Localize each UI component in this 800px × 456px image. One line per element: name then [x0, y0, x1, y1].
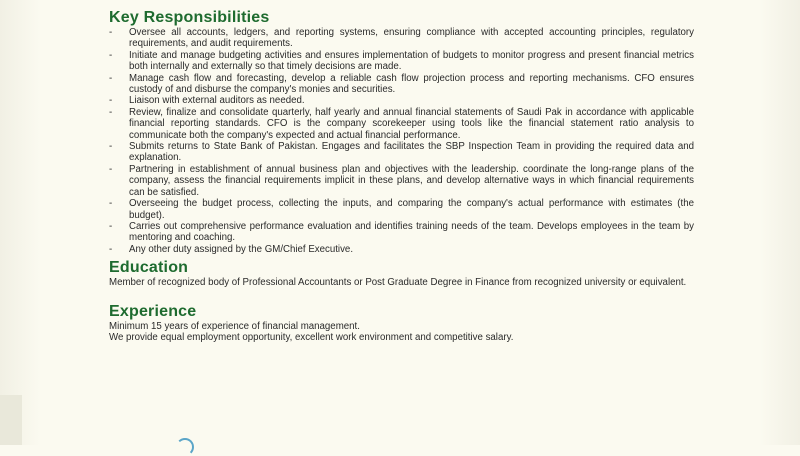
bullet-dash: - [109, 27, 113, 38]
responsibility-item [109, 198, 694, 221]
responsibility-item [109, 164, 694, 198]
responsibility-item [109, 107, 694, 141]
logo-fragment-icon [176, 438, 194, 456]
bullet-dash: - [109, 95, 113, 107]
responsibility-item [109, 73, 694, 96]
bullet-dash: - [109, 243, 113, 255]
decorative-edge [0, 395, 22, 445]
responsibility-text: Manage cash flow and forecasting, develop a reliable cash flow projection process and reporting mechanisms. CFO ensures custody of and disburse the company's monies and securities. [129, 72, 694, 96]
responsibility-item [109, 141, 694, 164]
bullet-dash: - [109, 72, 113, 84]
responsibilities-list [109, 27, 694, 255]
responsibility-item [109, 27, 694, 50]
responsibility-text: Overseeing the budget process, collecting the inputs, and comparing the company's actual performance with estimates (the budget). [129, 198, 694, 221]
responsibility-text: Any other duty assigned by the GM/Chief Executive. [129, 243, 354, 255]
responsibility-text: Liaison with external auditors as needed. [129, 95, 305, 107]
responsibility-item [109, 244, 694, 255]
experience-requirement: Minimum 15 years of experience of financial management. [109, 320, 360, 332]
key-responsibilities-heading: Key Responsibilities [109, 9, 270, 26]
bullet-dash: - [109, 198, 113, 210]
responsibility-item [109, 50, 694, 73]
responsibility-text: Carries out comprehensive performance evaluation and identifies training needs of the team. Develops employees in the team by mentoring and coaching. [129, 220, 694, 244]
responsibility-item [109, 95, 694, 106]
bullet-dash: - [109, 49, 113, 61]
education-text: Member of recognized body of Professional Accountants or Post Graduate Degree in Finance from recognized university or equivalent. [109, 277, 687, 289]
experience-heading: Experience [109, 302, 197, 320]
equal-opportunity-statement: We provide equal employment opportunity, excellent work environment and competitive salary. [109, 331, 514, 343]
responsibility-text: Initiate and manage budgeting activities and ensures implementation of budgets to monitor progress and present financial metrics both internally and externally so that timely decisions are made. [129, 49, 694, 73]
education-heading: Education [109, 259, 189, 277]
job-details [109, 8, 694, 343]
bullet-dash: - [109, 163, 113, 175]
responsibility-text: Review, finalize and consolidate quarterly, half yearly and annual financial statements of Saudi Pak in accordance with applicable financial reporting standards. CFO is the company scorekeeper using tools like the financial statement ratio analysis to communicate both the company's expected and actual financial performance. [129, 106, 694, 141]
responsibility-text: Oversee all accounts, ledgers, and reporting systems, ensuring compliance with accepted accounting principles, regulatory requirements, and audit requirements. [129, 27, 694, 50]
bullet-dash: - [109, 220, 113, 232]
bullet-dash: - [109, 141, 113, 153]
bullet-dash: - [109, 106, 113, 118]
responsibility-text: Partnering in establishment of annual business plan and objectives with the leadership. coordinate the long-range plans of the company, assess the financial requirements implicit in these plans, and develop alternative ways in which financial requirements can be satisfied. [129, 163, 694, 198]
responsibility-text: Submits returns to State Bank of Pakistan. Engages and facilitates the SBP Inspection Team in providing the required data and explanation. [129, 141, 694, 164]
responsibility-item [109, 221, 694, 244]
